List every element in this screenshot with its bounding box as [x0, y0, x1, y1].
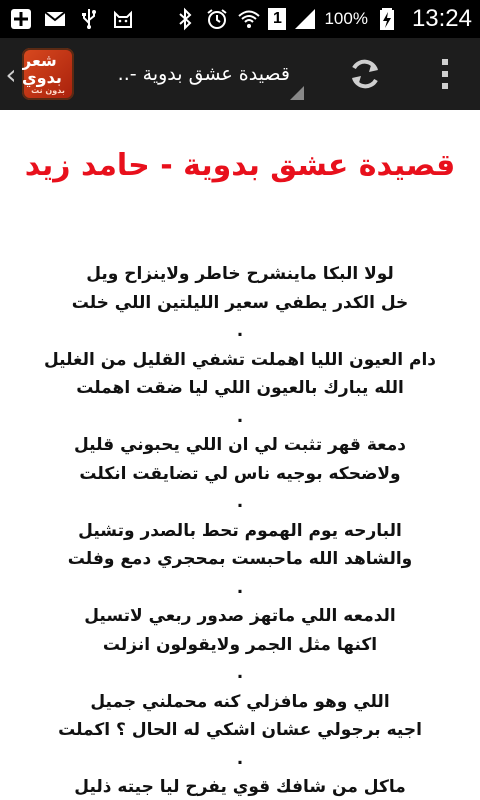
verse-line: لولا البكا ماينشرح خاطر ولاينزاح ويل	[86, 264, 394, 284]
verse-line: اكنها مثل الجمر ولايقولون انزلت	[102, 634, 378, 655]
action-bar	[0, 38, 480, 110]
verse-line: اللي وهو مافزلي كنه محملني جميل	[90, 691, 390, 712]
action-bar-title: قصيدة عشق بدوية -..	[117, 63, 290, 85]
up-navigation-button[interactable]	[0, 38, 22, 110]
verse-line: الله يبارك بالعيون اللي ليا ضقت اهملت	[76, 378, 404, 398]
sim-slot-badge: 1	[268, 8, 286, 30]
verse-line: ولاضحكه بوجيه ناس لي تضايقت انكلت	[79, 463, 401, 484]
title-spinner[interactable]	[90, 38, 290, 110]
verse-line: والشاهد الله ماحبست بمحجري دمع وفلت	[67, 549, 413, 569]
wifi-icon	[236, 6, 262, 32]
clock: 13:24	[411, 5, 472, 32]
poem-title: قصيدة عشق بدوية - حامد زيد	[24, 148, 456, 183]
usb-icon	[76, 6, 102, 32]
signal-icon	[292, 6, 318, 32]
spinner-indicator-icon	[290, 86, 304, 100]
verse-line: الدمعه اللي ماتهز صدور ربعي لاتسيل	[84, 606, 396, 626]
battery-charging-icon	[374, 6, 400, 32]
app-icon-text: شعر بدوي	[22, 51, 62, 87]
verse-line: ماكل من شافك قوي يفرح ليا جيته ذليل	[74, 777, 406, 797]
stanza-separator: .	[236, 492, 244, 512]
stanza-separator: .	[236, 577, 244, 598]
alarm-icon	[204, 6, 230, 32]
stanza-separator: .	[236, 406, 244, 427]
refresh-button[interactable]	[320, 38, 410, 110]
add-icon	[8, 6, 34, 32]
bluetooth-icon	[172, 6, 198, 32]
stanza-separator: .	[236, 748, 244, 769]
overflow-menu-button[interactable]	[410, 38, 480, 110]
chevron-left-icon: ‹	[5, 57, 17, 91]
cat-icon	[110, 6, 136, 32]
app-icon-subtext: بدون نت	[31, 86, 65, 95]
stanza-separator: .	[236, 321, 244, 341]
overflow-menu-icon	[442, 59, 448, 89]
status-bar	[0, 0, 480, 38]
battery-percent: 100%	[324, 9, 368, 28]
refresh-icon	[345, 54, 385, 94]
verse-line: اجيه برجولي عشان اشكي له الحال ؟ اكملت	[58, 720, 422, 740]
verse-line: دام العيون الليا اهملت تشفي القليل من الغليل	[43, 349, 437, 370]
app-icon[interactable]	[22, 48, 74, 100]
verse-line: البارحه يوم الهموم تحط بالصدر وتشيل	[78, 520, 402, 541]
stanza-separator: .	[236, 663, 244, 683]
poem-body	[0, 260, 480, 800]
verse-line: دمعة قهر تثبت لي ان اللي يحبوني قليل	[73, 435, 407, 455]
verse-line: خل الكدر يطفي سعير الليلتين اللي خلت	[71, 292, 409, 313]
poem-content[interactable]	[0, 110, 480, 800]
mail-icon	[42, 6, 68, 32]
